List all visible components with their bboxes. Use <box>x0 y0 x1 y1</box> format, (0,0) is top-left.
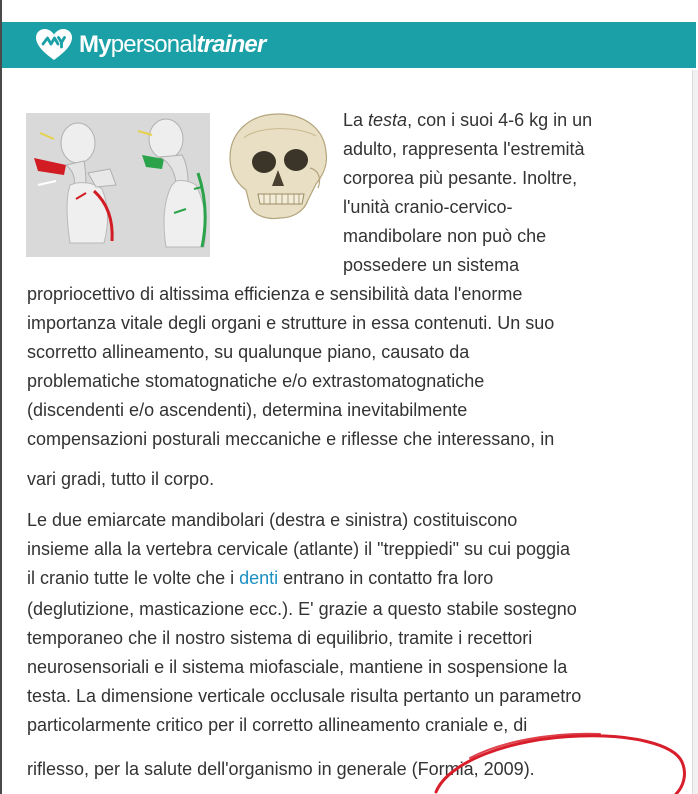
heart-logo-icon <box>35 28 73 62</box>
para2-line7: testa. La dimensione verticale occlusale risulta pertanto un parametro <box>27 686 582 706</box>
logo-text-personal: personal <box>110 31 197 58</box>
site-header <box>2 22 696 68</box>
para1-line4: l'unità cranio-cervico- <box>343 197 513 217</box>
para1-line5: mandibolare non può che <box>343 226 547 246</box>
para1-emphasis-testa: testa <box>368 110 408 130</box>
para1-line1-suffix: , con i suoi 4-6 kg in un <box>407 110 593 130</box>
denti-link[interactable]: denti <box>239 568 279 588</box>
para1-line13: vari gradi, tutto il corpo. <box>27 469 215 489</box>
para1-line8: importanza vitale degli organi e strutture in essa contenuti. Un suo <box>27 313 555 333</box>
para1-line2: adulto, rappresenta l'estremità <box>343 139 585 159</box>
para1-line1-prefix: La <box>343 110 369 130</box>
para1-line10: problematiche stomatognatiche e/o extrastomatognatiche <box>27 371 485 391</box>
skull-figure-image <box>224 108 332 226</box>
para1-line11: (discendenti e/o ascendenti), determina inevitabilmente <box>27 400 468 420</box>
window-left-border <box>0 0 2 794</box>
para2-line4: (deglutizione, masticazione ecc.). E' grazie a questo stabile sostegno <box>27 599 577 619</box>
para2-line1: Le due emiarcate mandibolari (destra e sinistra) costituiscono <box>27 510 518 530</box>
logo-text-my: My <box>79 31 111 58</box>
para2-line9: riflesso, per la salute dell'organismo in generale (Formia, 2009). <box>27 759 535 779</box>
para2-line3-suffix: entrano in contatto fra loro <box>278 568 494 588</box>
para2-line5: temporaneo che il nostro sistema di equilibrio, tramite i recettori <box>27 628 533 648</box>
scrollbar-track[interactable] <box>692 70 698 794</box>
site-logo[interactable] <box>35 28 266 62</box>
para1-line7: propriocettivo di altissima efficienza e sensibilità data l'enorme <box>27 284 523 304</box>
para1-line12: compensazioni posturali meccaniche e riflesse che interessano, in <box>27 429 555 449</box>
para2-line2: insieme alla la vertebra cervicale (atlante) il "treppiedi" su cui poggia <box>27 539 571 559</box>
para2-line3-prefix: il cranio tutte le volte che i <box>27 568 240 588</box>
logo-text-trainer: trainer <box>196 31 266 58</box>
para2-line6: neurosensoriali e il sistema miofasciale, mantiene in sospensione la <box>27 657 568 677</box>
logo-wordmark <box>79 31 266 59</box>
para2-line3 <box>27 568 493 589</box>
posture-figure-image <box>26 113 210 257</box>
para1-line3: corporea più pesante. Inoltre, <box>343 168 578 188</box>
para1-line9: scorretto allineamento, su qualunque piano, causato da <box>27 342 470 362</box>
para1-line1 <box>343 110 592 131</box>
para1-line6: possedere un sistema <box>343 255 520 275</box>
para2-line8: particolarmente critico per il corretto allineamento craniale e, di <box>27 715 528 735</box>
